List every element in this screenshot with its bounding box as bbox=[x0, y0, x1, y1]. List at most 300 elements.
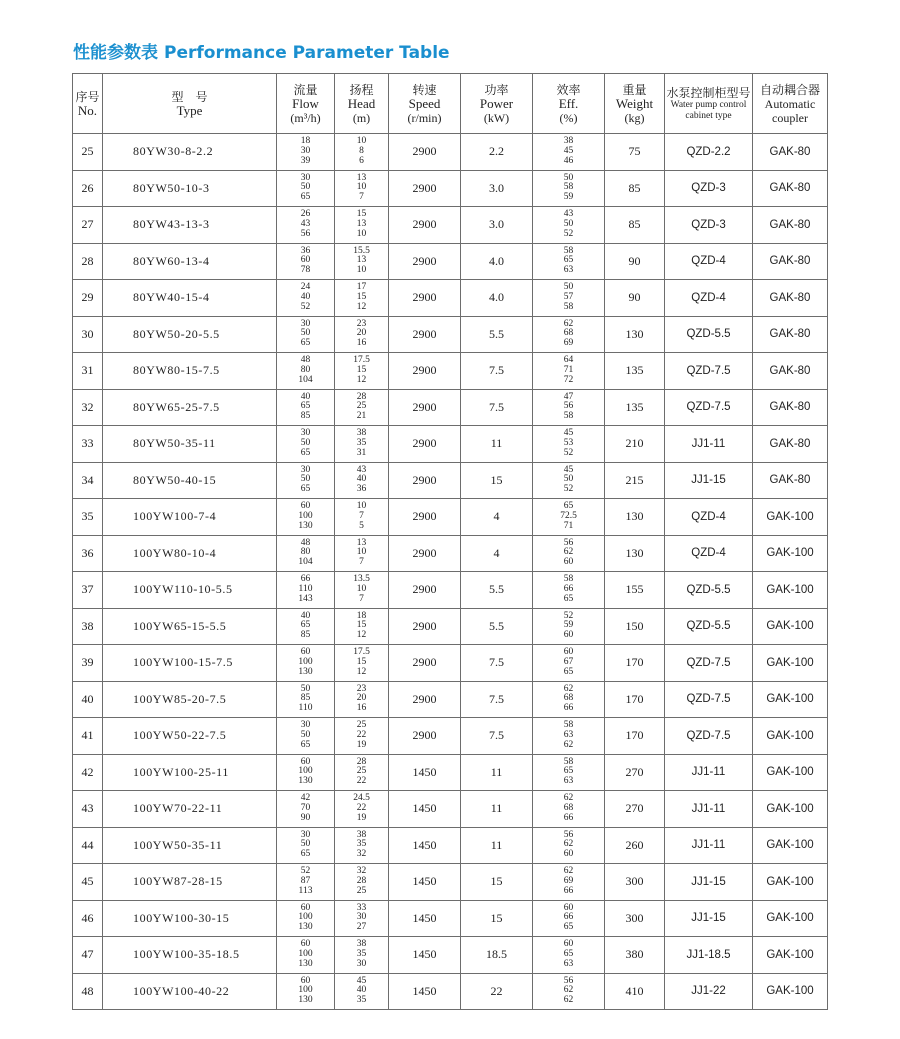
cell-power: 18.5 bbox=[461, 937, 533, 974]
eff-value: 50 bbox=[563, 282, 574, 293]
table-row bbox=[73, 827, 828, 864]
head-value: 30 bbox=[356, 958, 367, 969]
cell-weight: 135 bbox=[605, 353, 665, 390]
eff-value: 45 bbox=[563, 145, 574, 156]
cell-power: 11 bbox=[461, 754, 533, 791]
eff-value: 59 bbox=[563, 620, 574, 631]
cell-no: 26 bbox=[73, 170, 103, 207]
cell-cabinet: JJ1-11 bbox=[665, 827, 753, 864]
cell-power: 3.0 bbox=[461, 170, 533, 207]
cell-eff bbox=[533, 681, 605, 718]
head-value: 17.5 bbox=[353, 647, 370, 658]
flow-value: 113 bbox=[298, 885, 313, 896]
eff-value: 66 bbox=[563, 703, 574, 714]
eff-value: 65 bbox=[563, 593, 574, 604]
head-value: 23 bbox=[356, 683, 367, 694]
header-eff: 效率 Eff. (%) bbox=[533, 74, 605, 134]
cell-no: 41 bbox=[73, 718, 103, 755]
cell-weight: 380 bbox=[605, 937, 665, 974]
cell-coupler: GAK-80 bbox=[753, 170, 828, 207]
cell-speed: 2900 bbox=[389, 535, 461, 572]
cell-flow bbox=[277, 791, 335, 828]
cell-coupler: GAK-100 bbox=[753, 645, 828, 682]
cell-flow bbox=[277, 280, 335, 317]
cell-flow bbox=[277, 353, 335, 390]
flow-value: 130 bbox=[298, 520, 313, 531]
eff-value: 56 bbox=[563, 829, 574, 840]
flow-value: 60 bbox=[300, 939, 311, 950]
head-value: 20 bbox=[356, 693, 367, 704]
eff-value: 62 bbox=[563, 995, 574, 1006]
cell-head bbox=[335, 170, 389, 207]
eff-value: 43 bbox=[563, 209, 574, 220]
eff-value: 62 bbox=[563, 739, 574, 750]
cell-type: 100YW100-25-11 bbox=[103, 754, 277, 791]
flow-value: 36 bbox=[300, 245, 311, 256]
eff-value: 58 bbox=[563, 720, 574, 731]
flow-value: 65 bbox=[300, 447, 311, 458]
cell-no: 30 bbox=[73, 316, 103, 353]
eff-value: 66 bbox=[563, 812, 574, 823]
cell-cabinet: JJ1-22 bbox=[665, 973, 753, 1010]
cell-coupler: GAK-100 bbox=[753, 791, 828, 828]
cell-head bbox=[335, 426, 389, 463]
flow-value: 60 bbox=[300, 647, 311, 658]
cell-coupler: GAK-100 bbox=[753, 754, 828, 791]
head-value: 17.5 bbox=[353, 355, 370, 366]
cell-flow bbox=[277, 170, 335, 207]
eff-value: 52 bbox=[563, 610, 574, 621]
eff-value: 65 bbox=[563, 922, 574, 933]
cell-speed: 2900 bbox=[389, 572, 461, 609]
head-value: 31 bbox=[356, 447, 367, 458]
head-value: 22 bbox=[356, 802, 367, 813]
cell-weight: 170 bbox=[605, 645, 665, 682]
cell-flow bbox=[277, 426, 335, 463]
cell-head bbox=[335, 535, 389, 572]
cell-type: 100YW85-20-7.5 bbox=[103, 681, 277, 718]
cell-type: 100YW100-15-7.5 bbox=[103, 645, 277, 682]
flow-value: 60 bbox=[300, 255, 311, 266]
eff-value: 58 bbox=[563, 245, 574, 256]
eff-value: 52 bbox=[563, 447, 574, 458]
cell-eff bbox=[533, 973, 605, 1010]
flow-value: 130 bbox=[298, 922, 313, 933]
cell-flow bbox=[277, 973, 335, 1010]
head-value: 15 bbox=[356, 209, 367, 220]
cell-flow bbox=[277, 316, 335, 353]
flow-value: 30 bbox=[300, 172, 311, 183]
eff-value: 62 bbox=[563, 839, 574, 850]
flow-value: 80 bbox=[300, 547, 311, 558]
cell-head bbox=[335, 937, 389, 974]
head-value: 25 bbox=[356, 401, 367, 412]
head-value: 38 bbox=[356, 829, 367, 840]
cell-cabinet: QZD-5.5 bbox=[665, 608, 753, 645]
head-value: 10 bbox=[356, 265, 367, 276]
cell-flow bbox=[277, 864, 335, 901]
table-row bbox=[73, 535, 828, 572]
cell-eff bbox=[533, 243, 605, 280]
head-value: 16 bbox=[356, 338, 367, 349]
flow-value: 143 bbox=[298, 593, 313, 604]
cell-flow bbox=[277, 207, 335, 244]
cell-cabinet: JJ1-15 bbox=[665, 864, 753, 901]
head-value: 10 bbox=[356, 136, 367, 147]
eff-value: 58 bbox=[563, 182, 574, 193]
cell-cabinet: QZD-7.5 bbox=[665, 681, 753, 718]
eff-value: 58 bbox=[563, 411, 574, 422]
flow-value: 18 bbox=[300, 136, 311, 147]
cell-coupler: GAK-100 bbox=[753, 973, 828, 1010]
head-value: 13 bbox=[356, 255, 367, 266]
cell-speed: 2900 bbox=[389, 170, 461, 207]
flow-value: 43 bbox=[300, 218, 311, 229]
head-value: 7 bbox=[359, 510, 364, 521]
cell-speed: 1450 bbox=[389, 937, 461, 974]
eff-value: 50 bbox=[563, 218, 574, 229]
cell-head bbox=[335, 791, 389, 828]
cell-flow bbox=[277, 645, 335, 682]
cell-power: 7.5 bbox=[461, 389, 533, 426]
eff-value: 72 bbox=[563, 374, 574, 385]
eff-value: 63 bbox=[563, 958, 574, 969]
cell-head bbox=[335, 827, 389, 864]
cell-power: 4.0 bbox=[461, 243, 533, 280]
flow-value: 100 bbox=[298, 985, 313, 996]
head-value: 28 bbox=[356, 875, 367, 886]
cell-speed: 2900 bbox=[389, 499, 461, 536]
cell-head bbox=[335, 973, 389, 1010]
head-value: 38 bbox=[356, 428, 367, 439]
cell-head bbox=[335, 645, 389, 682]
eff-value: 46 bbox=[563, 155, 574, 166]
eff-value: 65 bbox=[563, 948, 574, 959]
cell-flow bbox=[277, 937, 335, 974]
eff-value: 64 bbox=[563, 355, 574, 366]
cell-cabinet: QZD-4 bbox=[665, 535, 753, 572]
cell-power: 11 bbox=[461, 791, 533, 828]
cell-coupler: GAK-100 bbox=[753, 827, 828, 864]
flow-value: 60 bbox=[300, 975, 311, 986]
cell-coupler: GAK-100 bbox=[753, 937, 828, 974]
cell-cabinet: QZD-2.2 bbox=[665, 134, 753, 171]
eff-value: 45 bbox=[563, 428, 574, 439]
cell-no: 33 bbox=[73, 426, 103, 463]
flow-value: 50 bbox=[300, 839, 311, 850]
table-row bbox=[73, 572, 828, 609]
eff-value: 56 bbox=[563, 537, 574, 548]
head-value: 6 bbox=[359, 155, 364, 166]
cell-coupler: GAK-80 bbox=[753, 280, 828, 317]
cell-coupler: GAK-100 bbox=[753, 900, 828, 937]
cell-flow bbox=[277, 572, 335, 609]
cell-cabinet: JJ1-15 bbox=[665, 900, 753, 937]
cell-cabinet: QZD-5.5 bbox=[665, 316, 753, 353]
head-value: 25 bbox=[356, 720, 367, 731]
cell-type: 100YW65-15-5.5 bbox=[103, 608, 277, 645]
cell-head bbox=[335, 718, 389, 755]
cell-no: 29 bbox=[73, 280, 103, 317]
cell-speed: 2900 bbox=[389, 134, 461, 171]
cell-no: 36 bbox=[73, 535, 103, 572]
table-row bbox=[73, 243, 828, 280]
table-row bbox=[73, 754, 828, 791]
head-value: 43 bbox=[356, 464, 367, 475]
header-head: 扬程 Head (m) bbox=[335, 74, 389, 134]
table-row bbox=[73, 681, 828, 718]
cell-cabinet: QZD-3 bbox=[665, 207, 753, 244]
cell-no: 43 bbox=[73, 791, 103, 828]
cell-weight: 270 bbox=[605, 791, 665, 828]
cell-no: 32 bbox=[73, 389, 103, 426]
eff-value: 65 bbox=[563, 666, 574, 677]
flow-value: 42 bbox=[300, 793, 311, 804]
cell-weight: 170 bbox=[605, 681, 665, 718]
cell-cabinet: QZD-7.5 bbox=[665, 353, 753, 390]
eff-value: 38 bbox=[563, 136, 574, 147]
cell-head bbox=[335, 462, 389, 499]
cell-coupler: GAK-80 bbox=[753, 207, 828, 244]
eff-value: 66 bbox=[563, 583, 574, 594]
cell-weight: 260 bbox=[605, 827, 665, 864]
head-value: 18 bbox=[356, 610, 367, 621]
head-value: 15 bbox=[356, 656, 367, 667]
cell-type: 80YW50-10-3 bbox=[103, 170, 277, 207]
head-value: 23 bbox=[356, 318, 367, 329]
flow-value: 40 bbox=[300, 391, 311, 402]
cell-flow bbox=[277, 608, 335, 645]
head-value: 13 bbox=[356, 218, 367, 229]
cell-flow bbox=[277, 754, 335, 791]
eff-value: 60 bbox=[563, 939, 574, 950]
cell-speed: 2900 bbox=[389, 718, 461, 755]
cell-no: 48 bbox=[73, 973, 103, 1010]
cell-power: 22 bbox=[461, 973, 533, 1010]
eff-value: 47 bbox=[563, 391, 574, 402]
flow-value: 130 bbox=[298, 666, 313, 677]
cell-no: 27 bbox=[73, 207, 103, 244]
cell-head bbox=[335, 389, 389, 426]
table-row bbox=[73, 791, 828, 828]
cell-coupler: GAK-100 bbox=[753, 718, 828, 755]
head-value: 8 bbox=[359, 145, 364, 156]
cell-cabinet: JJ1-11 bbox=[665, 754, 753, 791]
head-value: 15 bbox=[356, 620, 367, 631]
eff-value: 58 bbox=[563, 574, 574, 585]
cell-type: 80YW43-13-3 bbox=[103, 207, 277, 244]
cell-no: 38 bbox=[73, 608, 103, 645]
cell-weight: 210 bbox=[605, 426, 665, 463]
cell-type: 80YW65-25-7.5 bbox=[103, 389, 277, 426]
flow-value: 104 bbox=[298, 374, 313, 385]
cell-no: 45 bbox=[73, 864, 103, 901]
eff-value: 52 bbox=[563, 484, 574, 495]
head-value: 10 bbox=[356, 547, 367, 558]
cell-no: 31 bbox=[73, 353, 103, 390]
cell-speed: 2900 bbox=[389, 207, 461, 244]
table-row bbox=[73, 645, 828, 682]
flow-value: 78 bbox=[300, 265, 311, 276]
eff-value: 67 bbox=[563, 656, 574, 667]
cell-type: 100YW50-35-11 bbox=[103, 827, 277, 864]
cell-weight: 170 bbox=[605, 718, 665, 755]
flow-value: 65 bbox=[300, 620, 311, 631]
cell-type: 80YW60-13-4 bbox=[103, 243, 277, 280]
head-value: 35 bbox=[356, 839, 367, 850]
eff-value: 66 bbox=[563, 885, 574, 896]
eff-value: 63 bbox=[563, 265, 574, 276]
cell-no: 47 bbox=[73, 937, 103, 974]
flow-value: 70 bbox=[300, 802, 311, 813]
cell-speed: 2900 bbox=[389, 389, 461, 426]
cell-cabinet: QZD-7.5 bbox=[665, 718, 753, 755]
flow-value: 66 bbox=[300, 574, 311, 585]
head-value: 35 bbox=[356, 948, 367, 959]
flow-value: 85 bbox=[300, 693, 311, 704]
flow-value: 130 bbox=[298, 958, 313, 969]
flow-value: 85 bbox=[300, 630, 311, 641]
head-value: 25 bbox=[356, 885, 367, 896]
flow-value: 40 bbox=[300, 610, 311, 621]
eff-value: 65 bbox=[563, 255, 574, 266]
eff-value: 68 bbox=[563, 802, 574, 813]
head-value: 22 bbox=[356, 776, 367, 787]
table-row bbox=[73, 608, 828, 645]
flow-value: 65 bbox=[300, 192, 311, 203]
cell-power: 15 bbox=[461, 900, 533, 937]
cell-weight: 130 bbox=[605, 316, 665, 353]
eff-value: 50 bbox=[563, 172, 574, 183]
cell-weight: 90 bbox=[605, 243, 665, 280]
eff-value: 53 bbox=[563, 437, 574, 448]
cell-eff bbox=[533, 207, 605, 244]
cell-head bbox=[335, 572, 389, 609]
head-value: 38 bbox=[356, 939, 367, 950]
head-value: 10 bbox=[356, 228, 367, 239]
cell-power: 7.5 bbox=[461, 718, 533, 755]
flow-value: 30 bbox=[300, 720, 311, 731]
eff-value: 65 bbox=[563, 501, 574, 512]
cell-cabinet: QZD-3 bbox=[665, 170, 753, 207]
cell-cabinet: QZD-4 bbox=[665, 499, 753, 536]
cell-power: 15 bbox=[461, 864, 533, 901]
cell-speed: 2900 bbox=[389, 426, 461, 463]
cell-eff bbox=[533, 389, 605, 426]
table-row bbox=[73, 462, 828, 499]
cell-head bbox=[335, 681, 389, 718]
head-value: 40 bbox=[356, 474, 367, 485]
head-value: 10 bbox=[356, 501, 367, 512]
cell-speed: 1450 bbox=[389, 900, 461, 937]
cell-type: 80YW40-15-4 bbox=[103, 280, 277, 317]
flow-value: 30 bbox=[300, 829, 311, 840]
cell-eff bbox=[533, 170, 605, 207]
cell-eff bbox=[533, 535, 605, 572]
cell-no: 39 bbox=[73, 645, 103, 682]
eff-value: 56 bbox=[563, 401, 574, 412]
cell-eff bbox=[533, 572, 605, 609]
cell-flow bbox=[277, 134, 335, 171]
flow-value: 60 bbox=[300, 902, 311, 913]
cell-power: 7.5 bbox=[461, 681, 533, 718]
head-value: 15 bbox=[356, 364, 367, 375]
head-value: 10 bbox=[356, 583, 367, 594]
cell-speed: 2900 bbox=[389, 280, 461, 317]
table-row bbox=[73, 134, 828, 171]
table-row bbox=[73, 353, 828, 390]
cell-head bbox=[335, 316, 389, 353]
head-value: 35 bbox=[356, 995, 367, 1006]
cell-weight: 215 bbox=[605, 462, 665, 499]
head-value: 13 bbox=[356, 537, 367, 548]
cell-power: 15 bbox=[461, 462, 533, 499]
table-row bbox=[73, 864, 828, 901]
head-value: 7 bbox=[359, 192, 364, 203]
eff-value: 62 bbox=[563, 985, 574, 996]
flow-value: 110 bbox=[298, 583, 313, 594]
head-value: 32 bbox=[356, 866, 367, 877]
flow-value: 80 bbox=[300, 364, 311, 375]
eff-value: 65 bbox=[563, 766, 574, 777]
cell-eff bbox=[533, 316, 605, 353]
cell-head bbox=[335, 864, 389, 901]
eff-value: 60 bbox=[563, 557, 574, 568]
cell-speed: 2900 bbox=[389, 608, 461, 645]
eff-value: 60 bbox=[563, 630, 574, 641]
flow-value: 48 bbox=[300, 355, 311, 366]
cell-type: 80YW50-20-5.5 bbox=[103, 316, 277, 353]
cell-flow bbox=[277, 462, 335, 499]
cell-head bbox=[335, 243, 389, 280]
eff-value: 63 bbox=[563, 729, 574, 740]
eff-value: 60 bbox=[563, 849, 574, 860]
cell-cabinet: JJ1-15 bbox=[665, 462, 753, 499]
cell-speed: 1450 bbox=[389, 864, 461, 901]
cell-type: 80YW50-40-15 bbox=[103, 462, 277, 499]
eff-value: 52 bbox=[563, 228, 574, 239]
head-value: 10 bbox=[356, 182, 367, 193]
head-value: 12 bbox=[356, 301, 367, 312]
cell-coupler: GAK-100 bbox=[753, 535, 828, 572]
flow-value: 65 bbox=[300, 849, 311, 860]
flow-value: 130 bbox=[298, 776, 313, 787]
flow-value: 87 bbox=[300, 875, 311, 886]
flow-value: 39 bbox=[300, 155, 311, 166]
cell-cabinet: JJ1-18.5 bbox=[665, 937, 753, 974]
head-value: 19 bbox=[356, 812, 367, 823]
eff-value: 56 bbox=[563, 975, 574, 986]
flow-value: 50 bbox=[300, 729, 311, 740]
head-value: 45 bbox=[356, 975, 367, 986]
cell-coupler: GAK-100 bbox=[753, 572, 828, 609]
head-value: 36 bbox=[356, 484, 367, 495]
cell-type: 100YW100-7-4 bbox=[103, 499, 277, 536]
cell-speed: 2900 bbox=[389, 462, 461, 499]
flow-value: 40 bbox=[300, 291, 311, 302]
flow-value: 50 bbox=[300, 182, 311, 193]
cell-head bbox=[335, 280, 389, 317]
flow-value: 90 bbox=[300, 812, 311, 823]
cell-type: 100YW70-22-11 bbox=[103, 791, 277, 828]
cell-eff bbox=[533, 426, 605, 463]
performance-table bbox=[72, 73, 828, 1010]
page-title-en: Performance Parameter Table bbox=[164, 43, 450, 63]
cell-type: 80YW50-35-11 bbox=[103, 426, 277, 463]
cell-no: 28 bbox=[73, 243, 103, 280]
cell-coupler: GAK-80 bbox=[753, 389, 828, 426]
cell-flow bbox=[277, 827, 335, 864]
